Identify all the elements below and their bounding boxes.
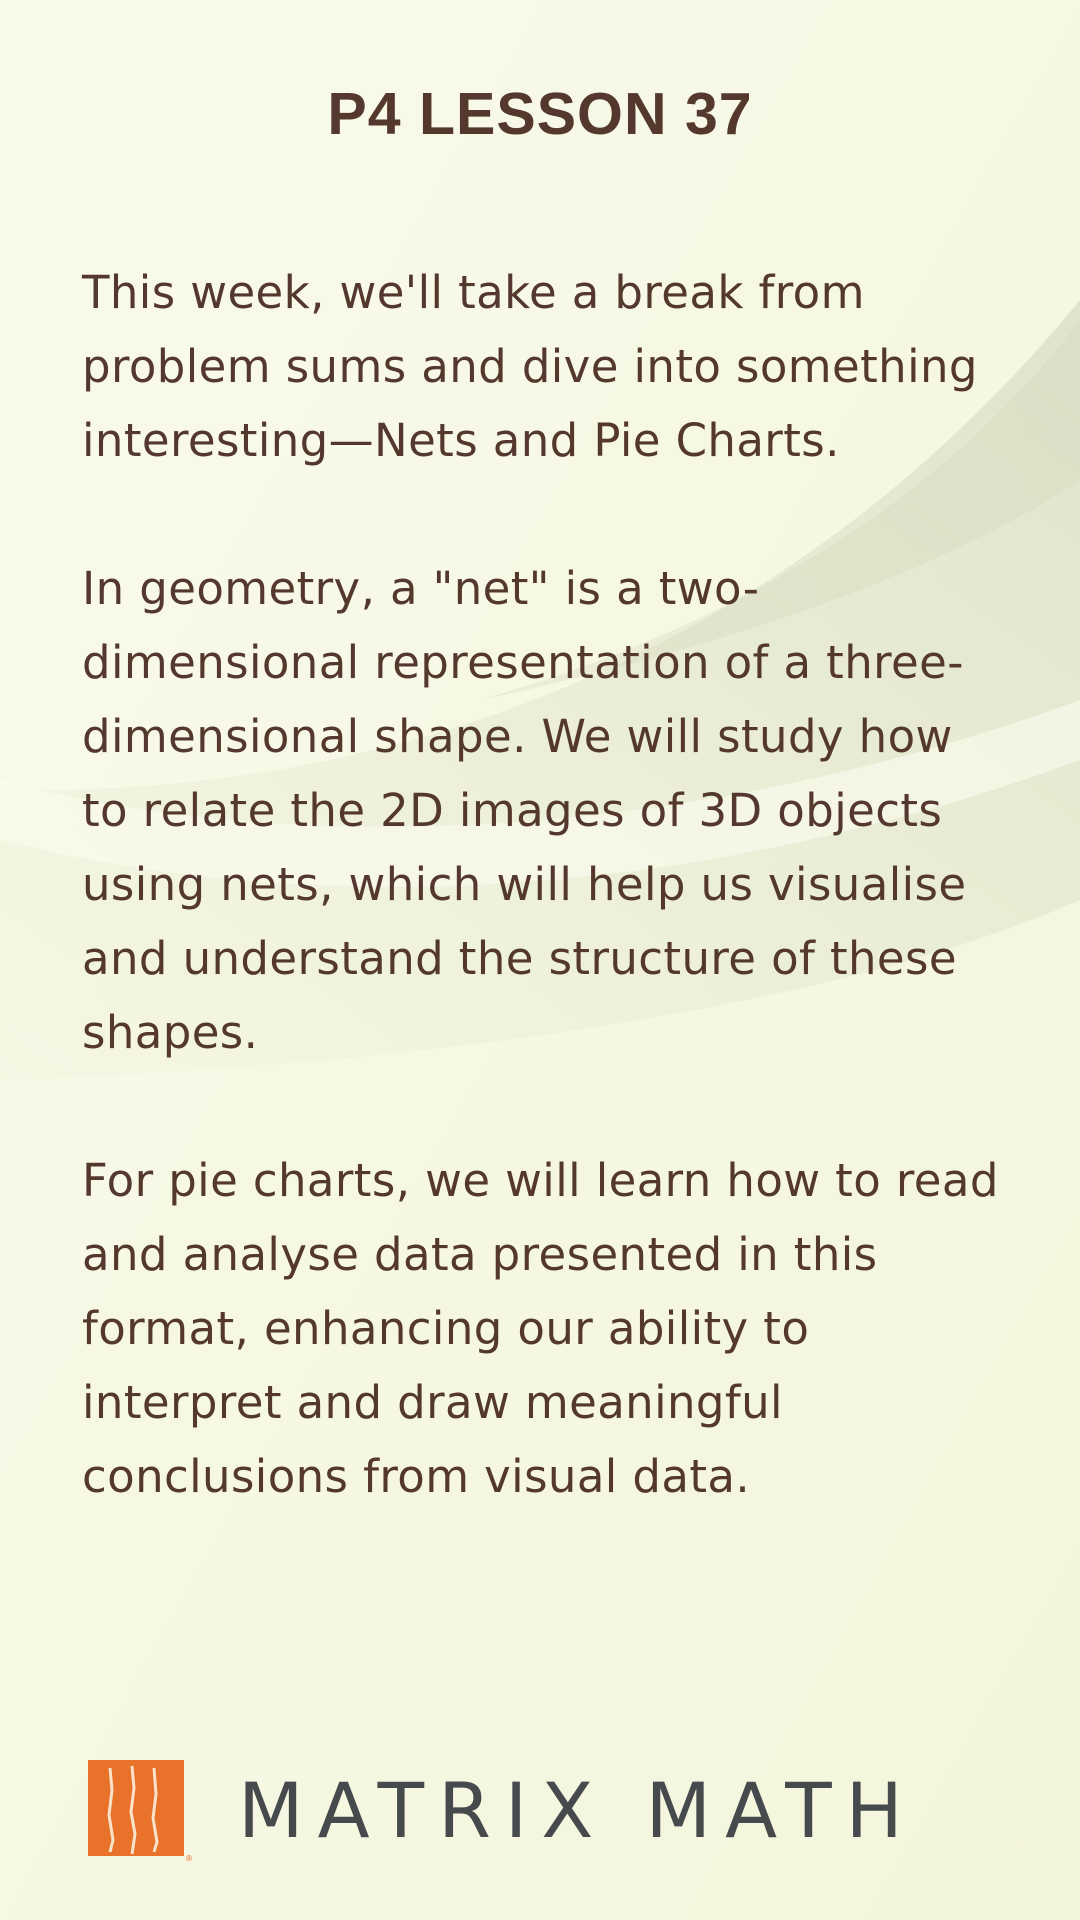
brand-name: MATRIX MATH: [238, 1766, 917, 1855]
paragraph-pie-charts: For pie charts, we will learn how to read and analyse data presented in this format, enhancing our ability to interpret and draw meaningful conclusions from visual data.: [82, 1154, 999, 1503]
svg-text:®: ®: [185, 1854, 193, 1863]
page-title: P4 LESSON 37: [327, 81, 753, 147]
lesson-description: [82, 256, 1012, 1514]
brand-footer: [88, 1760, 917, 1862]
matrix-math-logo-icon: [88, 1760, 193, 1863]
paragraph-nets: In geometry, a "net" is a two-dimensional representation of a three-dimensional shape. We will study how to relate the 2D images of 3D objects using nets, which will help us visualise and understand the structure of these shapes.: [82, 562, 967, 1059]
paragraph-intro: This week, we'll take a break from problem sums and dive into something interesting—Nets and Pie Charts.: [82, 266, 978, 467]
